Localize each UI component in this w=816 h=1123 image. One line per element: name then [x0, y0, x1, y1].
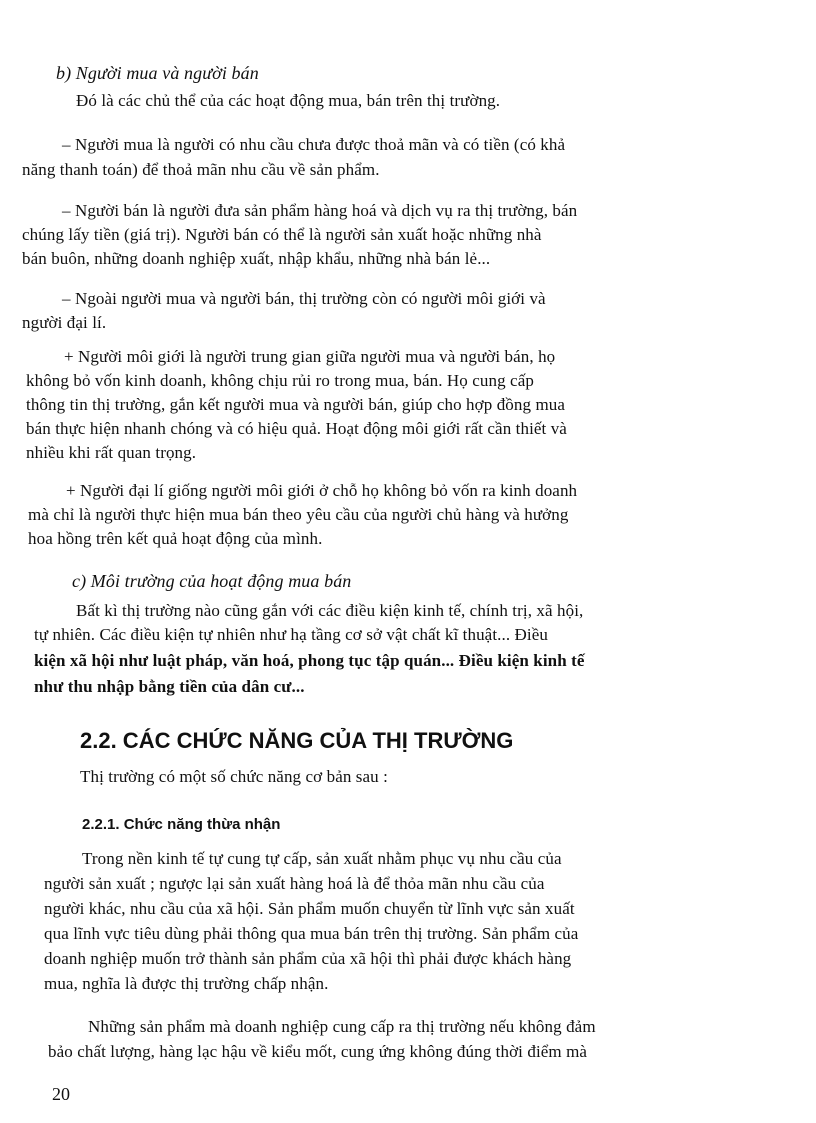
- para1-line-1: Trong nền kinh tế tự cung tự cấp, sản xuất nhằm phục vụ nhu cầu của: [82, 849, 562, 868]
- broker-line-2: không bỏ vốn kinh doanh, không chịu rủi ro trong mua, bán. Họ cung cấp: [26, 371, 534, 390]
- section-c-line-4: như thu nhập bằng tiền của dân cư...: [34, 677, 305, 696]
- broker-line-1: + Người môi giới là người trung gian giữa người mua và người bán, họ: [64, 347, 556, 366]
- para2-line-1: Những sản phẩm mà doanh nghiệp cung cấp ra thị trường nếu không đảm: [88, 1017, 596, 1036]
- para1-line-2: người sản xuất ; ngược lại sản xuất hàng hoá là để thỏa mãn nhu cầu của: [44, 874, 545, 893]
- section-b-title: b) Người mua và người bán: [56, 63, 259, 83]
- section-2-2-1-heading: 2.2.1. Chức năng thừa nhận: [82, 816, 281, 833]
- agent-line-1: + Người đại lí giống người môi giới ở chỗ họ không bỏ vốn ra kinh doanh: [66, 481, 578, 500]
- para1-line-6: mua, nghĩa là được thị trường chấp nhận.: [44, 974, 329, 993]
- section-c-title: c) Môi trường của hoạt động mua bán: [72, 571, 352, 591]
- agent-line-3: hoa hồng trên kết quả hoạt động của mình.: [28, 529, 323, 548]
- agent-line-2: mà chỉ là người thực hiện mua bán theo yêu cầu của người chủ hàng và hưởng: [28, 505, 569, 524]
- section-b-intro: Đó là các chủ thể của các hoạt động mua, bán trên thị trường.: [76, 91, 501, 110]
- para1-line-5: doanh nghiệp muốn trở thành sản phẩm của xã hội thì phải được khách hàng: [44, 949, 572, 968]
- broker-line-5: nhiều khi rất quan trọng.: [26, 443, 197, 462]
- seller-line-1: – Người bán là người đưa sản phẩm hàng hoá và dịch vụ ra thị trường, bán: [62, 201, 578, 220]
- para1-line-3: người khác, nhu cầu của xã hội. Sản phẩm muốn chuyển từ lĩnh vực sản xuất: [44, 899, 575, 918]
- buyer-line-1: – Người mua là người có nhu cầu chưa được thoả mãn và có tiền (có khả: [62, 135, 566, 154]
- seller-line-3: bán buôn, những doanh nghiệp xuất, nhập khẩu, những nhà bán lẻ...: [22, 249, 491, 268]
- broker-line-4: bán thực hiện nhanh chóng và có hiệu quả. Hoạt động môi giới rất cần thiết và: [26, 419, 567, 438]
- section-c-line-2: tự nhiên. Các điều kiện tự nhiên như hạ tầng cơ sở vật chất kĩ thuật... Điều: [34, 625, 548, 644]
- para2-line-2: bảo chất lượng, hàng lạc hậu về kiểu mốt, cung ứng không đúng thời điểm mà: [48, 1042, 588, 1061]
- section-2-2-intro: Thị trường có một số chức năng cơ bản sau :: [80, 767, 388, 786]
- section-c-line-1: Bất kì thị trường nào cũng gắn với các điều kiện kinh tế, chính trị, xã hội,: [76, 601, 584, 620]
- others-line-2: người đại lí.: [22, 313, 107, 332]
- broker-line-3: thông tin thị trường, gắn kết người mua và người bán, giúp cho hợp đồng mua: [26, 395, 566, 414]
- section-c-line-3: kiện xã hội như luật pháp, văn hoá, phong tục tập quán... Điều kiện kinh tế: [34, 651, 585, 670]
- para1-line-4: qua lĩnh vực tiêu dùng phải thông qua mua bán trên thị trường. Sản phẩm của: [44, 924, 579, 943]
- section-2-2-heading: 2.2. CÁC CHỨC NĂNG CỦA THỊ TRƯỜNG: [80, 728, 514, 753]
- page-number: 20: [52, 1084, 70, 1104]
- seller-line-2: chúng lấy tiền (giá trị). Người bán có thể là người sản xuất hoặc những nhà: [22, 225, 542, 244]
- others-line-1: – Ngoài người mua và người bán, thị trường còn có người môi giới và: [62, 289, 546, 308]
- buyer-line-2: năng thanh toán) để thoả mãn nhu cầu về sản phẩm.: [22, 160, 380, 179]
